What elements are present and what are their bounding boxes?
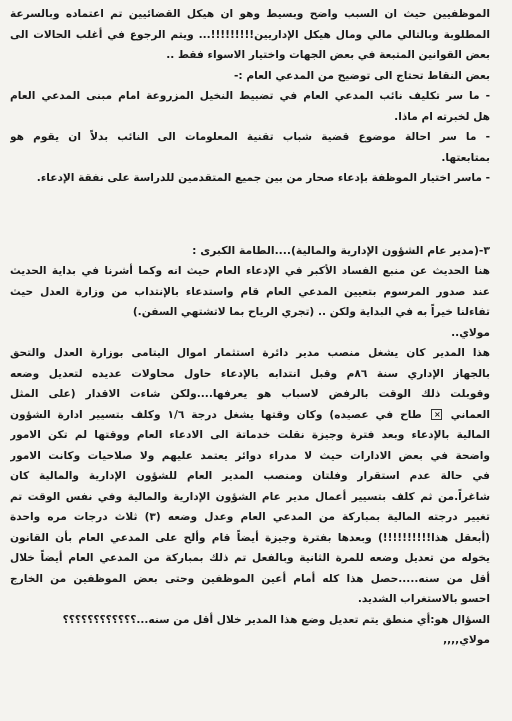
point-line: - ماسر اختيار الموظفة بإدعاء صحار من بين جميع المتقدمين للدراسة على نفقة الإدعاء. — [36, 172, 490, 184]
text-line: أقل من سنه.....حصل هذا كله أمام أعين الموظفين وحتى بعض الموظفين من الخارج — [10, 572, 490, 585]
text-line: تفاءلنا خيراً به في البداية ولكن .. (تجري الرياح بما لاتشتهي السفن.) — [132, 306, 490, 318]
text-line: شاغراً.من ثم كلف بتسيير أعمال مدير عام الشؤون الإدارية والمالية وفي نفس الوقت تم — [10, 490, 490, 503]
text-line: بعض القوانين المتبعة في بعض الجهات واختيار الاسواء فقط .. — [166, 49, 490, 61]
section-heading: ٣-(مدير عام الشؤون الإدارية والمالية)....الطامة الكبرى : — [192, 243, 490, 257]
section-3 — [10, 241, 490, 651]
text-line: يخوله من تعديل وضعه للمرة الثانية وبالفعل تم ذلك بمباركة من المدعي العام أيضاً خلال — [10, 552, 490, 564]
text-line-with-icon — [10, 405, 490, 426]
point-line: بمتابعتها. — [441, 151, 490, 164]
text-line: هذا المدير كان يشغل منصب مدير دائرة استثمار اموال اليتامى بوزارة العدل والتحق — [10, 347, 490, 359]
text-line: الموظفيين حيث ان السبب واضح وبسيط وهو ان هيكل القضائيين تم اعتماده وبالسرعة — [10, 8, 490, 20]
point-line: - ما سر احالة موضوع قضية شباب تقنية المعلومات الى النائب بدلاً ان يقوم هو — [10, 131, 490, 143]
paragraph-1 — [10, 4, 490, 66]
text-line: تغيير درجته المالية بمباركة من المدعي العام وعدل وضعه (٣) ثلاث درجات مره واحدة — [10, 511, 490, 523]
text-segment: طاح في عصيده) وكان وقتها يشغل درجة ١/٦ وكلف بتسيير ادارة الشؤون — [10, 408, 422, 421]
point-line: هل لخبرته ام ماذا. — [394, 110, 490, 123]
text-line: بالجهاز الإداري سنة ٨٦م وقبل انتدابه بالإدعاء حاول محاولات عديده لتعديل وضعه — [10, 367, 490, 380]
salutation: مولاي,,,, — [443, 634, 490, 646]
text-line: المطلوبة وبالتالي مالي ومال هيكل الإداريين!!!!!!!!!... ويتم الرجوع في أغلب الحالات الى — [10, 28, 490, 41]
salutation: مولاي.. — [451, 326, 490, 339]
points-intro: بعض النقاط تحتاج الى توضيح من المدعي العام :- — [234, 69, 490, 82]
text-line: هنا الحديث عن منبع الفساد الأكبر في الإدعاء العام حيث انه وكما أشرنا في بداية الحديث — [10, 265, 490, 277]
text-segment: العماني — [450, 408, 490, 421]
text-line: واضحة في بعض الادارات حيث لا مدراء دوائر يعتمد عليهم ولا صلاحيات وكانت الامور — [10, 449, 490, 462]
text-line: وقوبلت ذلك الوقت بالرفض لاسباب هو يعرفها....ولكن شاءت الاقدار (على المثل — [10, 388, 490, 400]
question-line: السؤال هو:أي منطق يتم تعديل وضع هذا المدير خلال أقل من سنه...؟؟؟؟؟؟؟؟؟؟؟؟ — [62, 613, 490, 626]
point-line: - ما سر تكليف نائب المدعي العام في تضبيط النخيل المزروعة امام مبنى المدعي العام — [10, 90, 490, 102]
text-line: المالية بالإدعاء وبعد فترة وجيزة نقلت خدماتة الى الادعاء العام ووقتها لم تكن الامور — [10, 429, 490, 441]
text-line: (أبعقل هذا!!!!!!!!!!) وبعدها بفترة وجيزة أيضاً قام وألح على المدعي العام بأن القانون — [10, 531, 490, 544]
text-line: عند صدور المرسوم بتعيين المدعي العام قام واستدعاء بالإنتداب من وزارة العدل حيث — [10, 285, 490, 298]
text-line: في حالة عدم استقرار وفلتان ومنصب المدير العام للشؤون الإدارية والمالية كان — [10, 470, 490, 482]
text-line: احسو بالاستغراب الشديد. — [357, 593, 490, 605]
broken-image-icon: × — [431, 409, 442, 420]
points-section — [10, 66, 490, 189]
